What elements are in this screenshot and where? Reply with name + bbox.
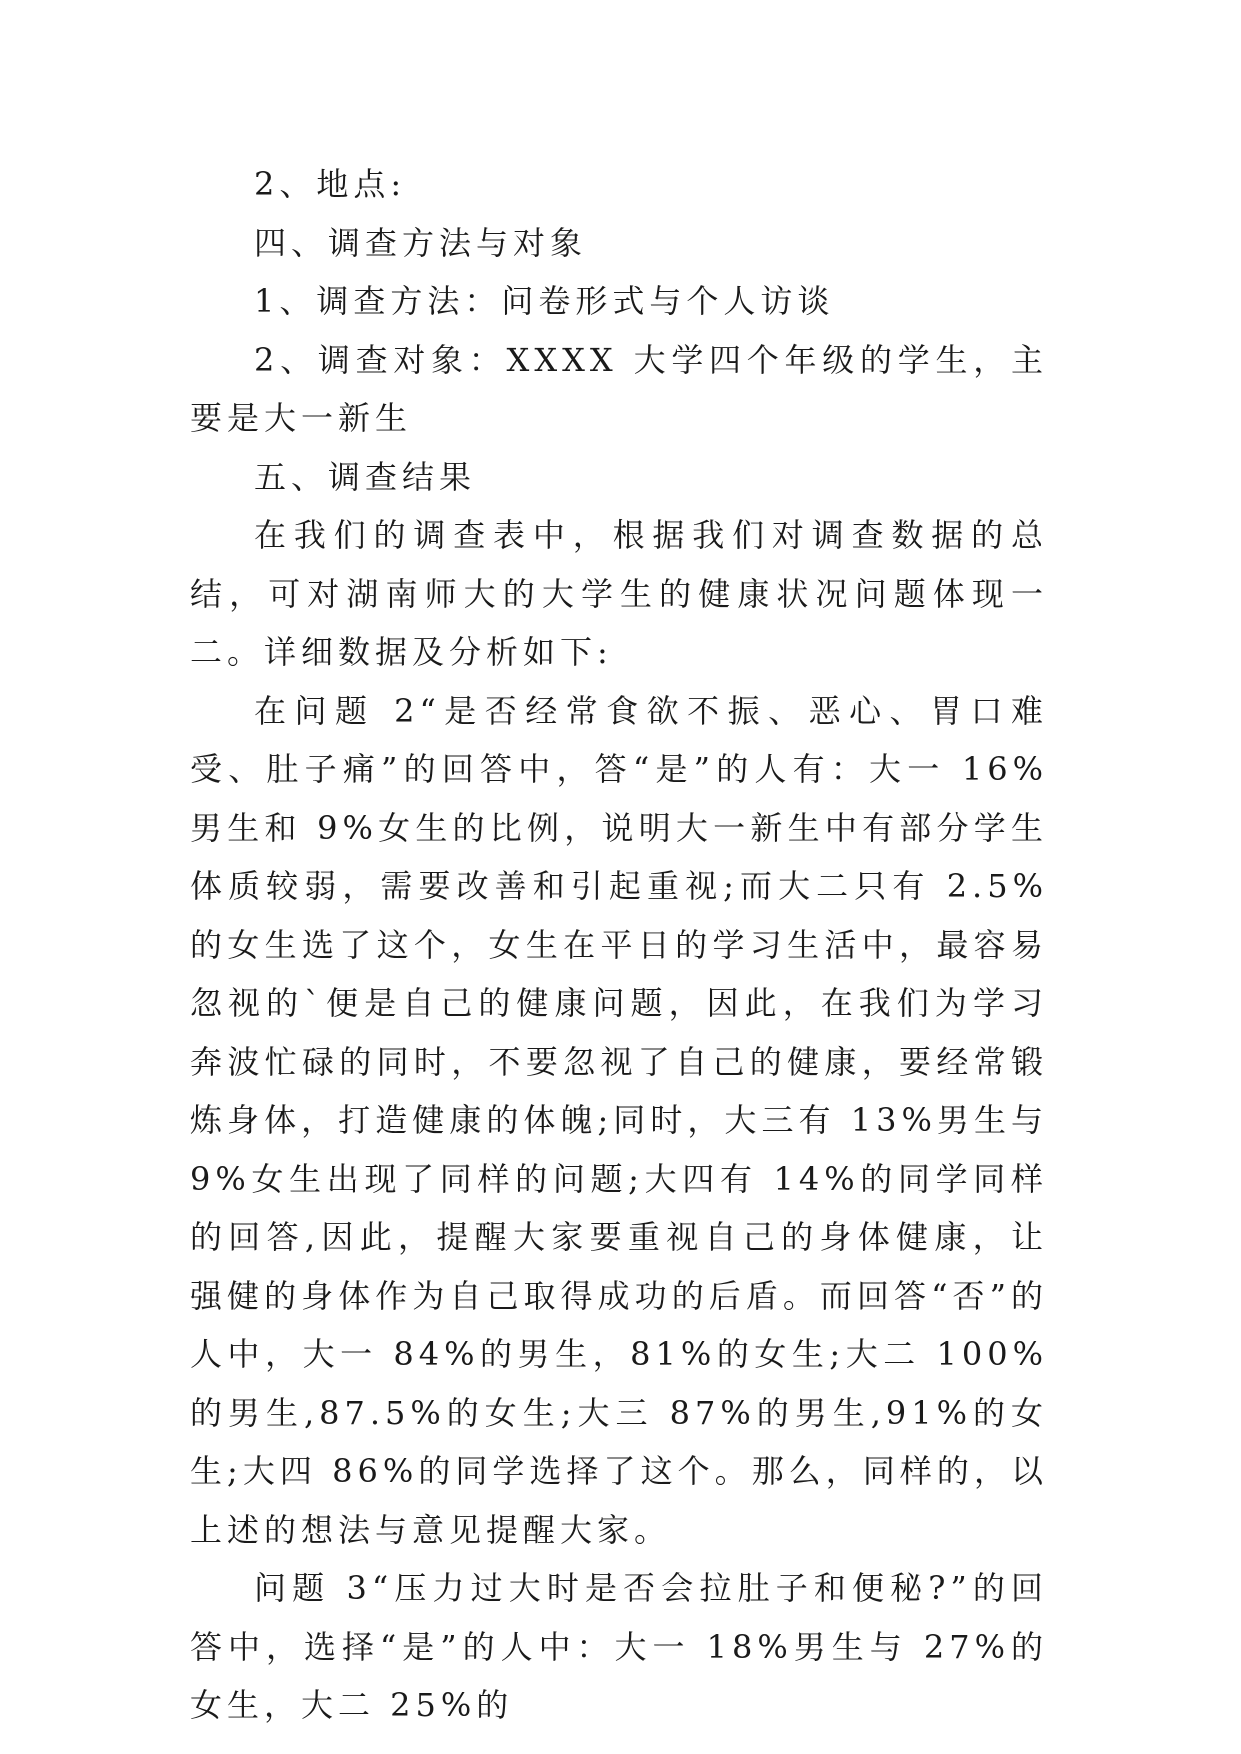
paragraph-survey-subjects: 2、调查对象：XXXX 大学四个年级的学生，主要是大一新生 [190,340,1048,437]
paragraph-results-intro: 在我们的调查表中，根据我们对调查数据的总结，可对湖南师大的大学生的健康状况问题体现一二。详细数据及分析如下: [190,516,1048,671]
paragraph-question-3: 问题 3“压力过大时是否会拉肚子和便秘?”的回答中，选择“是”的人中：大一 18%男生与 27%的女生，大二 25%的 [190,1569,1048,1724]
section-heading-results: 五、调查结果 [254,457,477,496]
paragraph-location: 2、地点: [254,165,407,203]
section-heading-methods: 四、调查方法与对象 [254,223,588,262]
paragraph-survey-method: 1、调查方法：问卷形式与个人访谈 [254,282,835,320]
document-body [190,155,1048,1735]
paragraph-question-2: 在问题 2“是否经常食欲不振、恶心、胃口难受、肚子痛”的回答中，答“是”的人有：大一 16%男生和 9%女生的比例，说明大一新生中有部分学生体质较弱，需要改善和引起重视;而大二只有 2.5%的女生选了这个，女生在平日的学习生活中，最容易忽视的`便是自己的健康问题，因此，在我们为学习奔波忙碌的同时，不要忽视了自己的健康，要经常锻炼身体，打造健康的体魄;同时，大三有 13%男生与 9%女生出现了同样的问题;大四有 14%的同学同样的回答,因此，提醒大家要重视自己的身体健康，让强健的身体作为自己取得成功的后盾。而回答“否”的人中，大一 84%的男生，81%的女生;大二 100%的男生,87.5%的女生;大三 87%的男生,91%的女生;大四 86%的同学选择了这个。那么，同样的，以上述的想法与意见提醒大家。 [190,691,1048,1549]
